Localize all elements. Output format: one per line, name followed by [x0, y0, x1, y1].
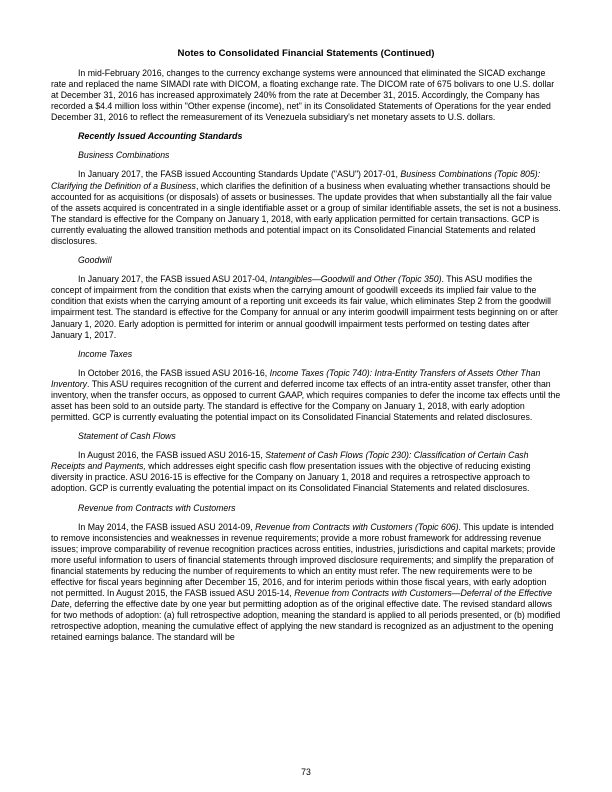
subheading-cash-flows: Statement of Cash Flows: [78, 431, 176, 442]
standard-title: Income Taxes (Topic 740): Intra-Entity Transfers of Assets Other Than Inventory: [51, 367, 541, 389]
text-run: In October 2016, the FASB issued ASU 2016-16,: [78, 367, 270, 378]
text-run: In January 2017, the FASB issued ASU 2017-04,: [78, 274, 270, 285]
paragraph-revenue: [51, 522, 561, 644]
section-heading-recent-standards: Recently Issued Accounting Standards: [78, 131, 243, 142]
text-run: In August 2016, the FASB issued ASU 2016-15,: [78, 450, 266, 461]
paragraph-income-taxes: [51, 368, 561, 423]
paragraph-goodwill: [51, 274, 561, 341]
text-run: which addresses eight specific cash flow presentation issues with the objective of reducing existing diversity in practice. ASU 2016-15 is effective for the Company on January 1, 2018 and requires a retrospective approach to adoption. GCP is currently evaluating the potential impact on its Consolidated Financial Statements and related disclosures.: [51, 461, 531, 494]
standard-title: Revenue from Contracts with Customers (Topic 606): [255, 521, 459, 532]
standard-title: Intangibles—Goodwill and Other (Topic 350): [269, 274, 442, 285]
standard-title: Statement of Cash Flows (Topic 230): Classification of Certain Cash Receipts and Payments,: [51, 450, 529, 472]
text-run: In January 2017, the FASB issued Accounting Standards Update ("ASU") 2017-01,: [78, 169, 401, 180]
page-title: Notes to Consolidated Financial Statements (Continued): [177, 48, 435, 59]
standard-title: Revenue from Contracts with Customers—Deferral of the Effective Date: [51, 588, 552, 610]
paragraph-cash-flows: [51, 450, 561, 494]
text-run: . This ASU modifies the concept of impairment from the condition that exists when the carrying amount of goodwill exceeds its implied fair value to the condition that exists when the carrying amount of a reporting unit exceeds its fair value, which eliminates Step 2 from the goodwill impairment test. The standard is effective for the Company for annual or any interim goodwill impairment tests beginning on or after January 1, 2020. Early adoption is permitted for interim or annual goodwill impairment tests performed on testing dates after January 1, 2017.: [51, 274, 558, 340]
subheading-business-combinations: Business Combinations: [78, 150, 170, 161]
intro-paragraph: In mid-February 2016, changes to the currency exchange systems were announced that eliminated the SICAD exchange rate and replaced the name SIMADI rate with DICOM, a floating exchange rate. The DICOM rate of 675 bolivars to one U.S. dollar at December 31, 2016 has increased approximately 240% from the rate at December 31, 2015. Accordingly, the Company has recorded a $4.4 million loss within "Other expense (income), net" in its Consolidated Statements of Operations for the year ended December 31, 2016 to reflect the remeasurement of its Venezuela subsidiary's net monetary assets to U.S. dollars.: [51, 68, 555, 123]
text-run: . This update is intended to remove inconsistencies and weaknesses in revenue requirements; provide a more robust framework for addressing revenue issues; improve comparability of revenue recognition practices across entities, industries, jurisdictions and capital markets; provide more useful information to users of financial statements through improved disclosure requirements; and simplify the preparation of financial statements by reducing the number of requirements to which an entity must refer. The new requirements were to be effective for fiscal years beginning after December 15, 2016, and for interim periods within those fiscal years, with early adoption not permitted. In August 2015, the FASB issued ASU 2015-14,: [51, 521, 556, 599]
page-number: 73: [301, 767, 311, 777]
subheading-goodwill: Goodwill: [78, 255, 112, 266]
standard-title: Business Combinations (Topic 805): Clarifying the Definition of a Business: [51, 169, 541, 191]
text-run: . This ASU requires recognition of the current and deferred income tax effects of an intra-entity asset transfer, other than inventory, when the transfer occurs, as opposed to current GAAP, which requires companies to defer the income tax effects until the asset has been sold to an outside party. The standard is effective for the Company on January 1, 2018, with early adoption permitted. GCP is currently evaluating the potential impact on its Consolidated Financial Statements and related disclosures.: [51, 378, 561, 423]
text-run: In May 2014, the FASB issued ASU 2014-09,: [78, 521, 256, 532]
subheading-revenue: Revenue from Contracts with Customers: [78, 502, 236, 513]
subheading-income-taxes: Income Taxes: [78, 348, 133, 359]
paragraph-business-combinations: [51, 169, 561, 247]
document-body: [51, 68, 561, 652]
text-run: , which clarifies the definition of a business when evaluating whether transactions should be accounted for as acquisitions (or disposals) of assets or businesses. The update provides that when substantially all the fair value of the assets acquired is concentrated in a single identifiable asset or a group of similar identifiable assets, the set is not a business. The standard is effective for the Company on January 1, 2018, with early application permitted for certain transactions. GCP is currently evaluating the allowed transition methods and potential impact on its Consolidated Financial Statements and related disclosures.: [51, 180, 561, 247]
text-run: , deferring the effective date by one year but permitting adoption as of the original effective date. The revised standard allows for two methods of adoption: (a) full retrospective adoption, meaning the standard is applied to all periods presented, or (b) modified retrospective adoption, meaning the cumulative effect of applying the new standard is recognized as an adjustment to the opening retained earnings balance. The standard will be: [51, 599, 561, 643]
